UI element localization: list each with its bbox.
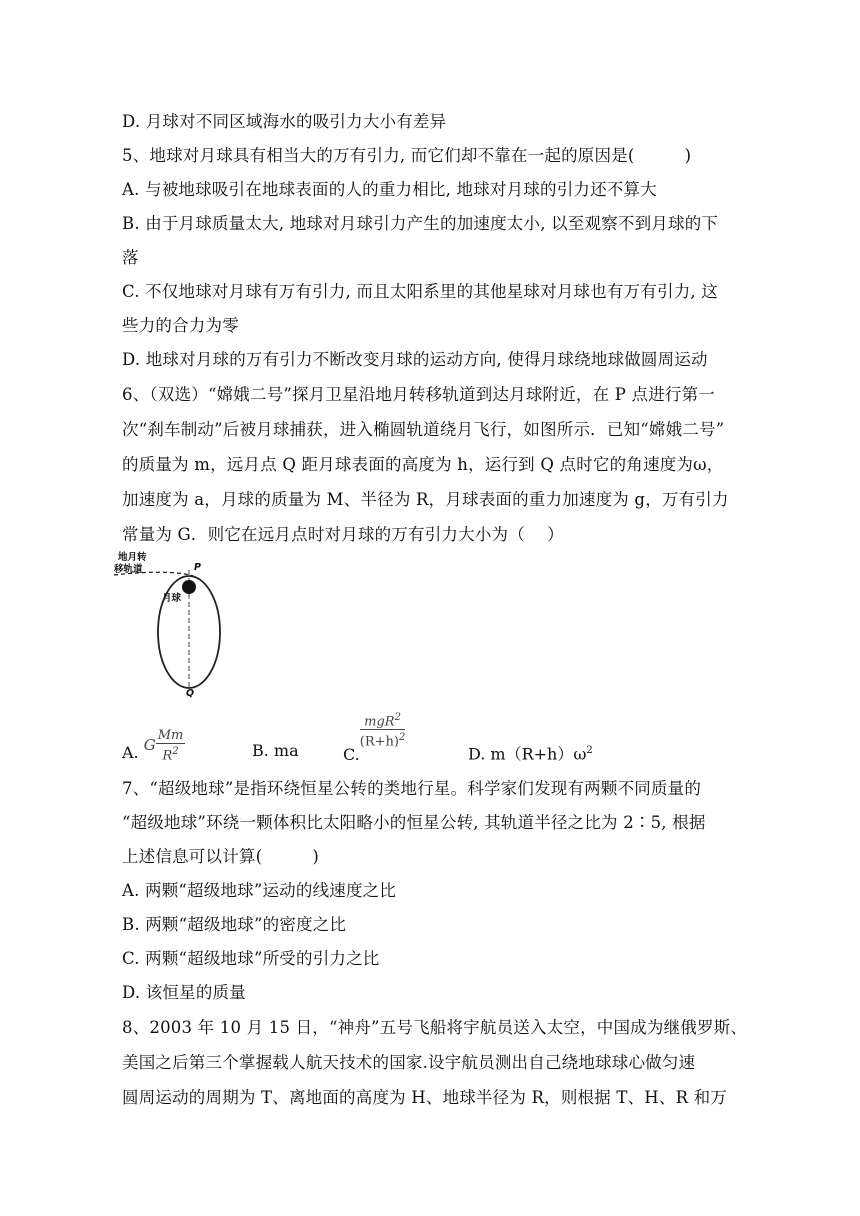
option-c-fraction bbox=[360, 710, 406, 750]
q6-stem-line5: 常量为 G．则它在远月点时对月球的万有引力大小为（ ） bbox=[122, 525, 564, 544]
q7-option-b: B. 两颗“超级地球”的密度之比 bbox=[122, 915, 347, 934]
q8-stem-line2: 美国之后第三个掌握载人航天技术的国家.设宇航员测出自己绕地球球心做匀速 bbox=[122, 1053, 696, 1072]
q7-option-a: A. 两颗“超级地球”运动的线速度之比 bbox=[122, 881, 397, 900]
q7-stem-line2: “超级地球”环绕一颗体积比太阳略小的恒星公转, 其轨道半径之比为 2∶5, 根据 bbox=[122, 813, 706, 832]
option-d-exp: 2 bbox=[586, 745, 593, 756]
option-c-numerator bbox=[360, 710, 406, 730]
q6-option-a bbox=[122, 728, 185, 763]
option-c-den-base: (R+h) bbox=[359, 734, 399, 750]
q5-stem: 5、地球对月球具有相当大的万有引力, 而它们却不靠在一起的原因是( ) bbox=[122, 146, 692, 165]
q7-option-d: D. 该恒星的质量 bbox=[122, 983, 246, 1002]
q5-option-b-line1: B. 由于月球质量太大, 地球对月球引力产生的加速度太小, 以至观察不到月球的下 bbox=[122, 214, 719, 233]
figure-label-p: P bbox=[194, 562, 201, 573]
moon-circle bbox=[182, 580, 196, 594]
q7-stem-line1: 7、“超级地球”是指环绕恒星公转的类地行星。科学家们发现有两颗不同质量的 bbox=[122, 779, 702, 798]
option-a-fraction bbox=[156, 728, 186, 763]
moon-orbit-figure bbox=[110, 548, 240, 698]
q8-stem-line3: 圆周运动的周期为 T、离地面的高度为 H、地球半径为 R，则根据 T、H、R 和万 bbox=[122, 1088, 728, 1107]
option-a-den-base: R bbox=[162, 748, 173, 764]
q6-option-d bbox=[468, 741, 593, 764]
q6-stem-line4: 加速度为 a，月球的质量为 M、半径为 R，月球表面的重力加速度为 g，万有引力 bbox=[122, 490, 729, 509]
q4-option-d: D. 月球对不同区域海水的吸引力大小有差异 bbox=[122, 112, 447, 131]
option-c-prefix: C. bbox=[343, 745, 360, 765]
option-a-den-exp: 2 bbox=[172, 746, 179, 757]
option-c-den-exp: 2 bbox=[398, 732, 406, 744]
q7-option-c: C. 两颗“超级地球”所受的引力之比 bbox=[122, 949, 380, 968]
figure-label-orbit-2: 移轨道 bbox=[114, 564, 143, 575]
option-c-denominator bbox=[360, 730, 406, 749]
option-a-prefix: A. bbox=[122, 743, 139, 763]
q6-stem-line1: 6、（双选）“嫦娥二号”探月卫星沿地月转移轨道到达月球附近，在 P 点进行第一 bbox=[122, 385, 716, 404]
figure-label-orbit-1: 地月转 bbox=[118, 552, 147, 563]
q5-option-c-line1: C. 不仅地球对月球有万有引力, 而且太阳系里的其他星球对月球也有万有引力, 这 bbox=[122, 282, 719, 301]
q5-option-d: D. 地球对月球的万有引力不断改变月球的运动方向, 使得月球绕地球做圆周运动 bbox=[122, 350, 708, 369]
option-d-text: D. m（R+h）ω bbox=[468, 744, 587, 764]
q6-option-c bbox=[343, 710, 405, 765]
option-c-num-base: mgR bbox=[364, 714, 395, 730]
q5-option-c-line2: 些力的合力为零 bbox=[122, 316, 239, 335]
q6-stem-line3: 的质量为 m，远月点 Q 距月球表面的高度为 h，运行到 Q 点时它的角速度为ω， bbox=[122, 455, 724, 474]
option-a-numerator: Mm bbox=[157, 728, 184, 743]
q6-stem-line2: 次“刹车制动”后被月球捕获，进入椭圆轨道绕月飞行，如图所示．已知“嫦娥二号” bbox=[122, 420, 725, 439]
q5-option-b-line2: 落 bbox=[122, 248, 139, 267]
q6-option-b: B. ma bbox=[252, 741, 299, 760]
q8-stem-line1: 8、2003 年 10 月 15 日，“神舟”五号飞船将宇航员送入太空，中国成为继俄罗斯、 bbox=[122, 1018, 748, 1037]
q7-stem-line3: 上述信息可以计算( ) bbox=[122, 847, 319, 866]
figure-label-q: Q bbox=[186, 688, 195, 698]
option-a-g: G bbox=[143, 736, 156, 755]
q5-option-a: A. 与被地球吸引在地球表面的人的重力相比, 地球对月球的引力还不算大 bbox=[122, 180, 657, 199]
option-a-denominator bbox=[156, 744, 186, 763]
option-c-num-exp: 2 bbox=[394, 712, 401, 723]
figure-label-moon: 月球 bbox=[162, 593, 182, 604]
